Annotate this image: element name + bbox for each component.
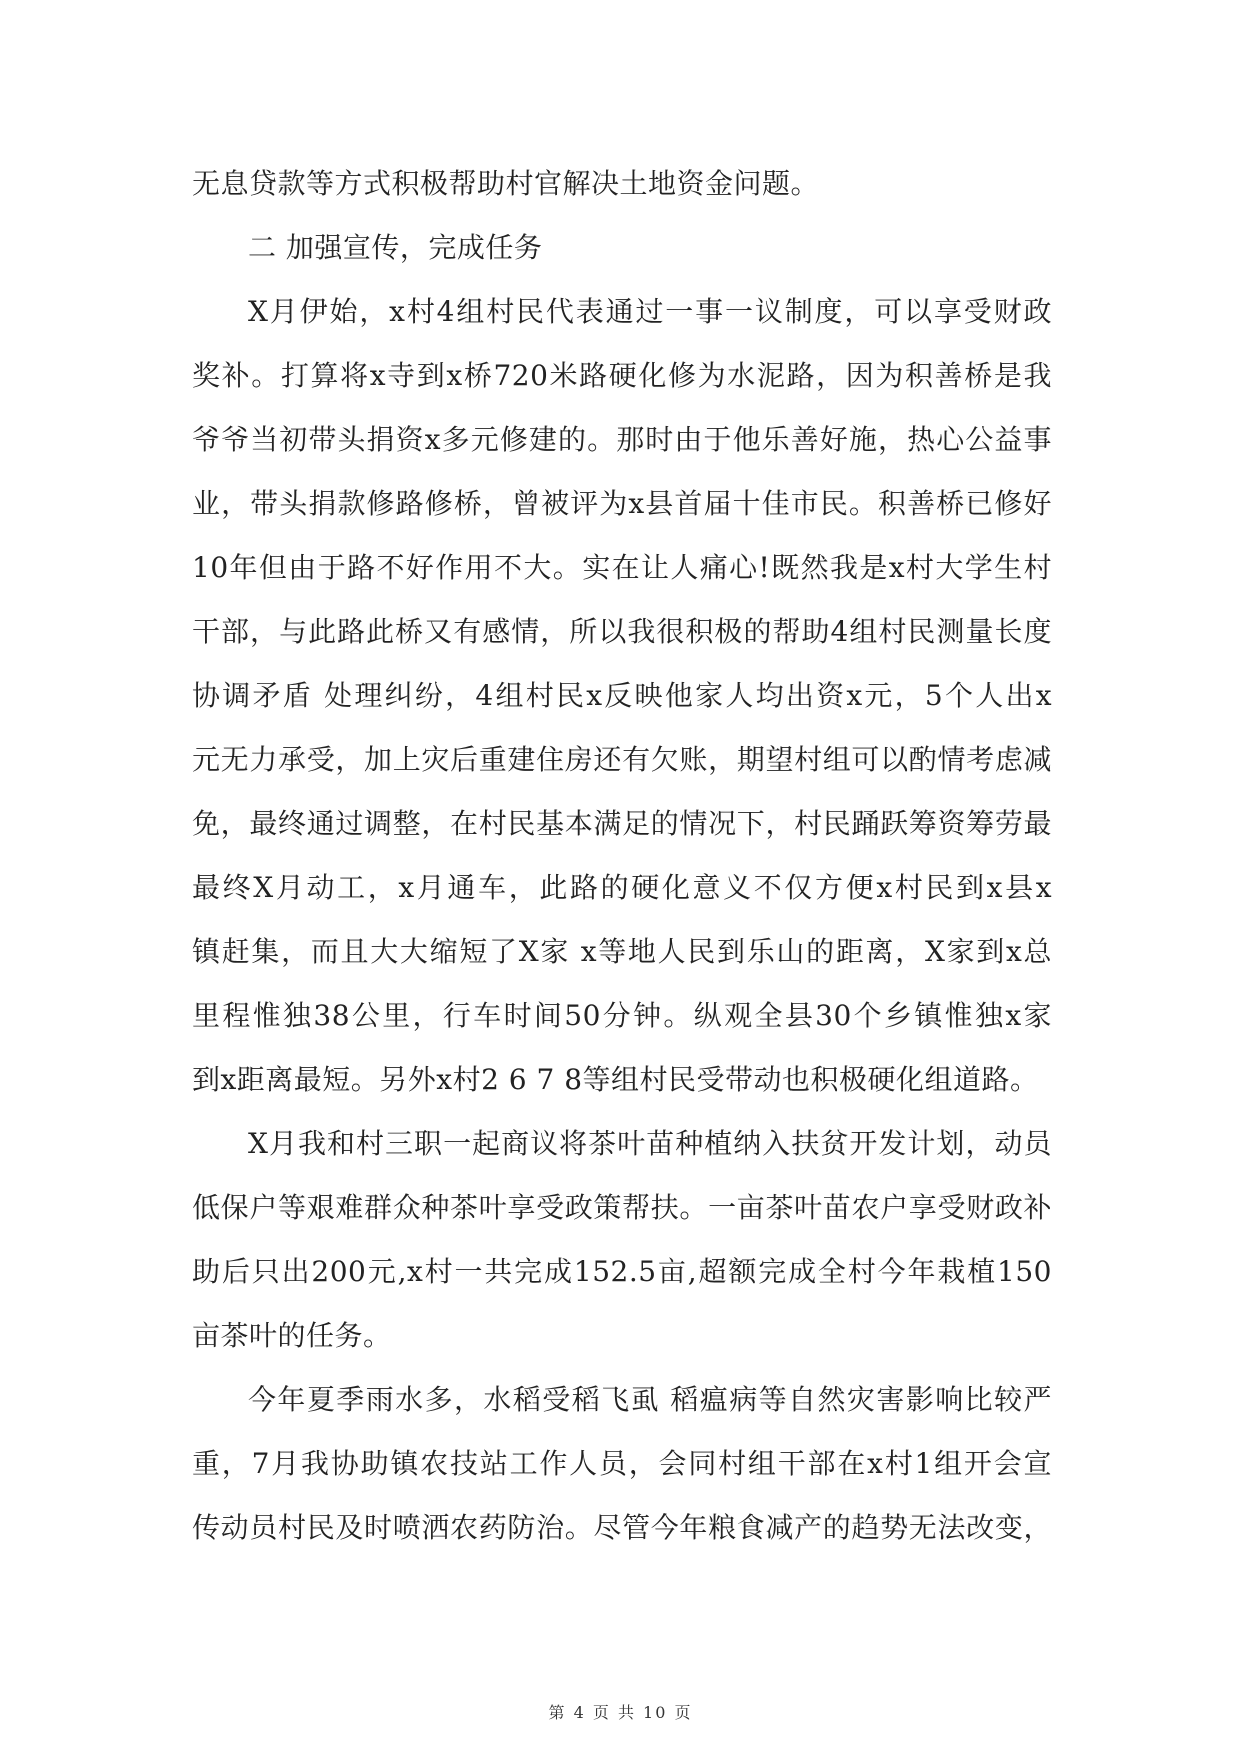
- text-line: 爷爷当初带头捐资x多元修建的。那时由于他乐善好施，热心公益事: [192, 423, 1052, 456]
- text-line: 镇赶集，而且大大缩短了X家 x等地人民到乐山的距离，X家到x总: [192, 935, 1052, 968]
- text-line: 二 加强宣传，完成任务: [248, 231, 543, 264]
- text-line: 10年但由于路不好作用不大。实在让人痛心!既然我是x村大学生村: [192, 551, 1052, 584]
- text-line: 无息贷款等方式积极帮助村官解决土地资金问题。: [192, 167, 820, 200]
- text-line: 传动员村民及时喷洒农药防治。尽管今年粮食减产的趋势无法改变，: [192, 1511, 1052, 1544]
- text-line: X月伊始，x村4组村民代表通过一事一议制度，可以享受财政: [248, 295, 1052, 328]
- text-line: 奖补。打算将x寺到x桥720米路硬化修为水泥路，因为积善桥是我: [192, 359, 1052, 392]
- document-body: [192, 152, 1052, 1560]
- text-line: 协调矛盾 处理纠纷，4组村民x反映他家人均出资x元，5个人出x: [192, 679, 1052, 712]
- text-line: 今年夏季雨水多，水稻受稻飞虱 稻瘟病等自然灾害影响比较严: [248, 1383, 1052, 1416]
- text-line: 业，带头捐款修路修桥，曾被评为x县首届十佳市民。积善桥已修好: [192, 487, 1052, 520]
- text-line: X月我和村三职一起商议将茶叶苗种植纳入扶贫开发计划，动员: [248, 1127, 1052, 1160]
- text-line: 重，7月我协助镇农技站工作人员，会同村组干部在x村1组开会宣: [192, 1447, 1052, 1480]
- text-line: 干部，与此路此桥又有感情，所以我很积极的帮助4组村民测量长度: [192, 615, 1052, 648]
- text-line: 里程惟独38公里，行车时间50分钟。纵观全县30个乡镇惟独x家: [192, 999, 1052, 1032]
- text-line: 低保户等艰难群众种茶叶享受政策帮扶。一亩茶叶苗农户享受财政补: [192, 1191, 1052, 1224]
- page-footer: 第 4 页 共 10 页: [548, 1703, 693, 1722]
- text-line: 免，最终通过调整，在村民基本满足的情况下，村民踊跃筹资筹劳最: [192, 807, 1052, 840]
- text-line: 最终X月动工，x月通车，此路的硬化意义不仅方便x村民到x县x: [192, 871, 1052, 904]
- text-line: 助后只出200元,x村一共完成152.5亩,超额完成全村今年栽植150: [192, 1255, 1052, 1288]
- text-line: 元无力承受，加上灾后重建住房还有欠账，期望村组可以酌情考虑减: [192, 743, 1052, 776]
- text-line: 亩茶叶的任务。: [192, 1319, 392, 1352]
- text-line: 到x距离最短。另外x村2 6 7 8等组村民受带动也积极硬化组道路。: [192, 1063, 1039, 1096]
